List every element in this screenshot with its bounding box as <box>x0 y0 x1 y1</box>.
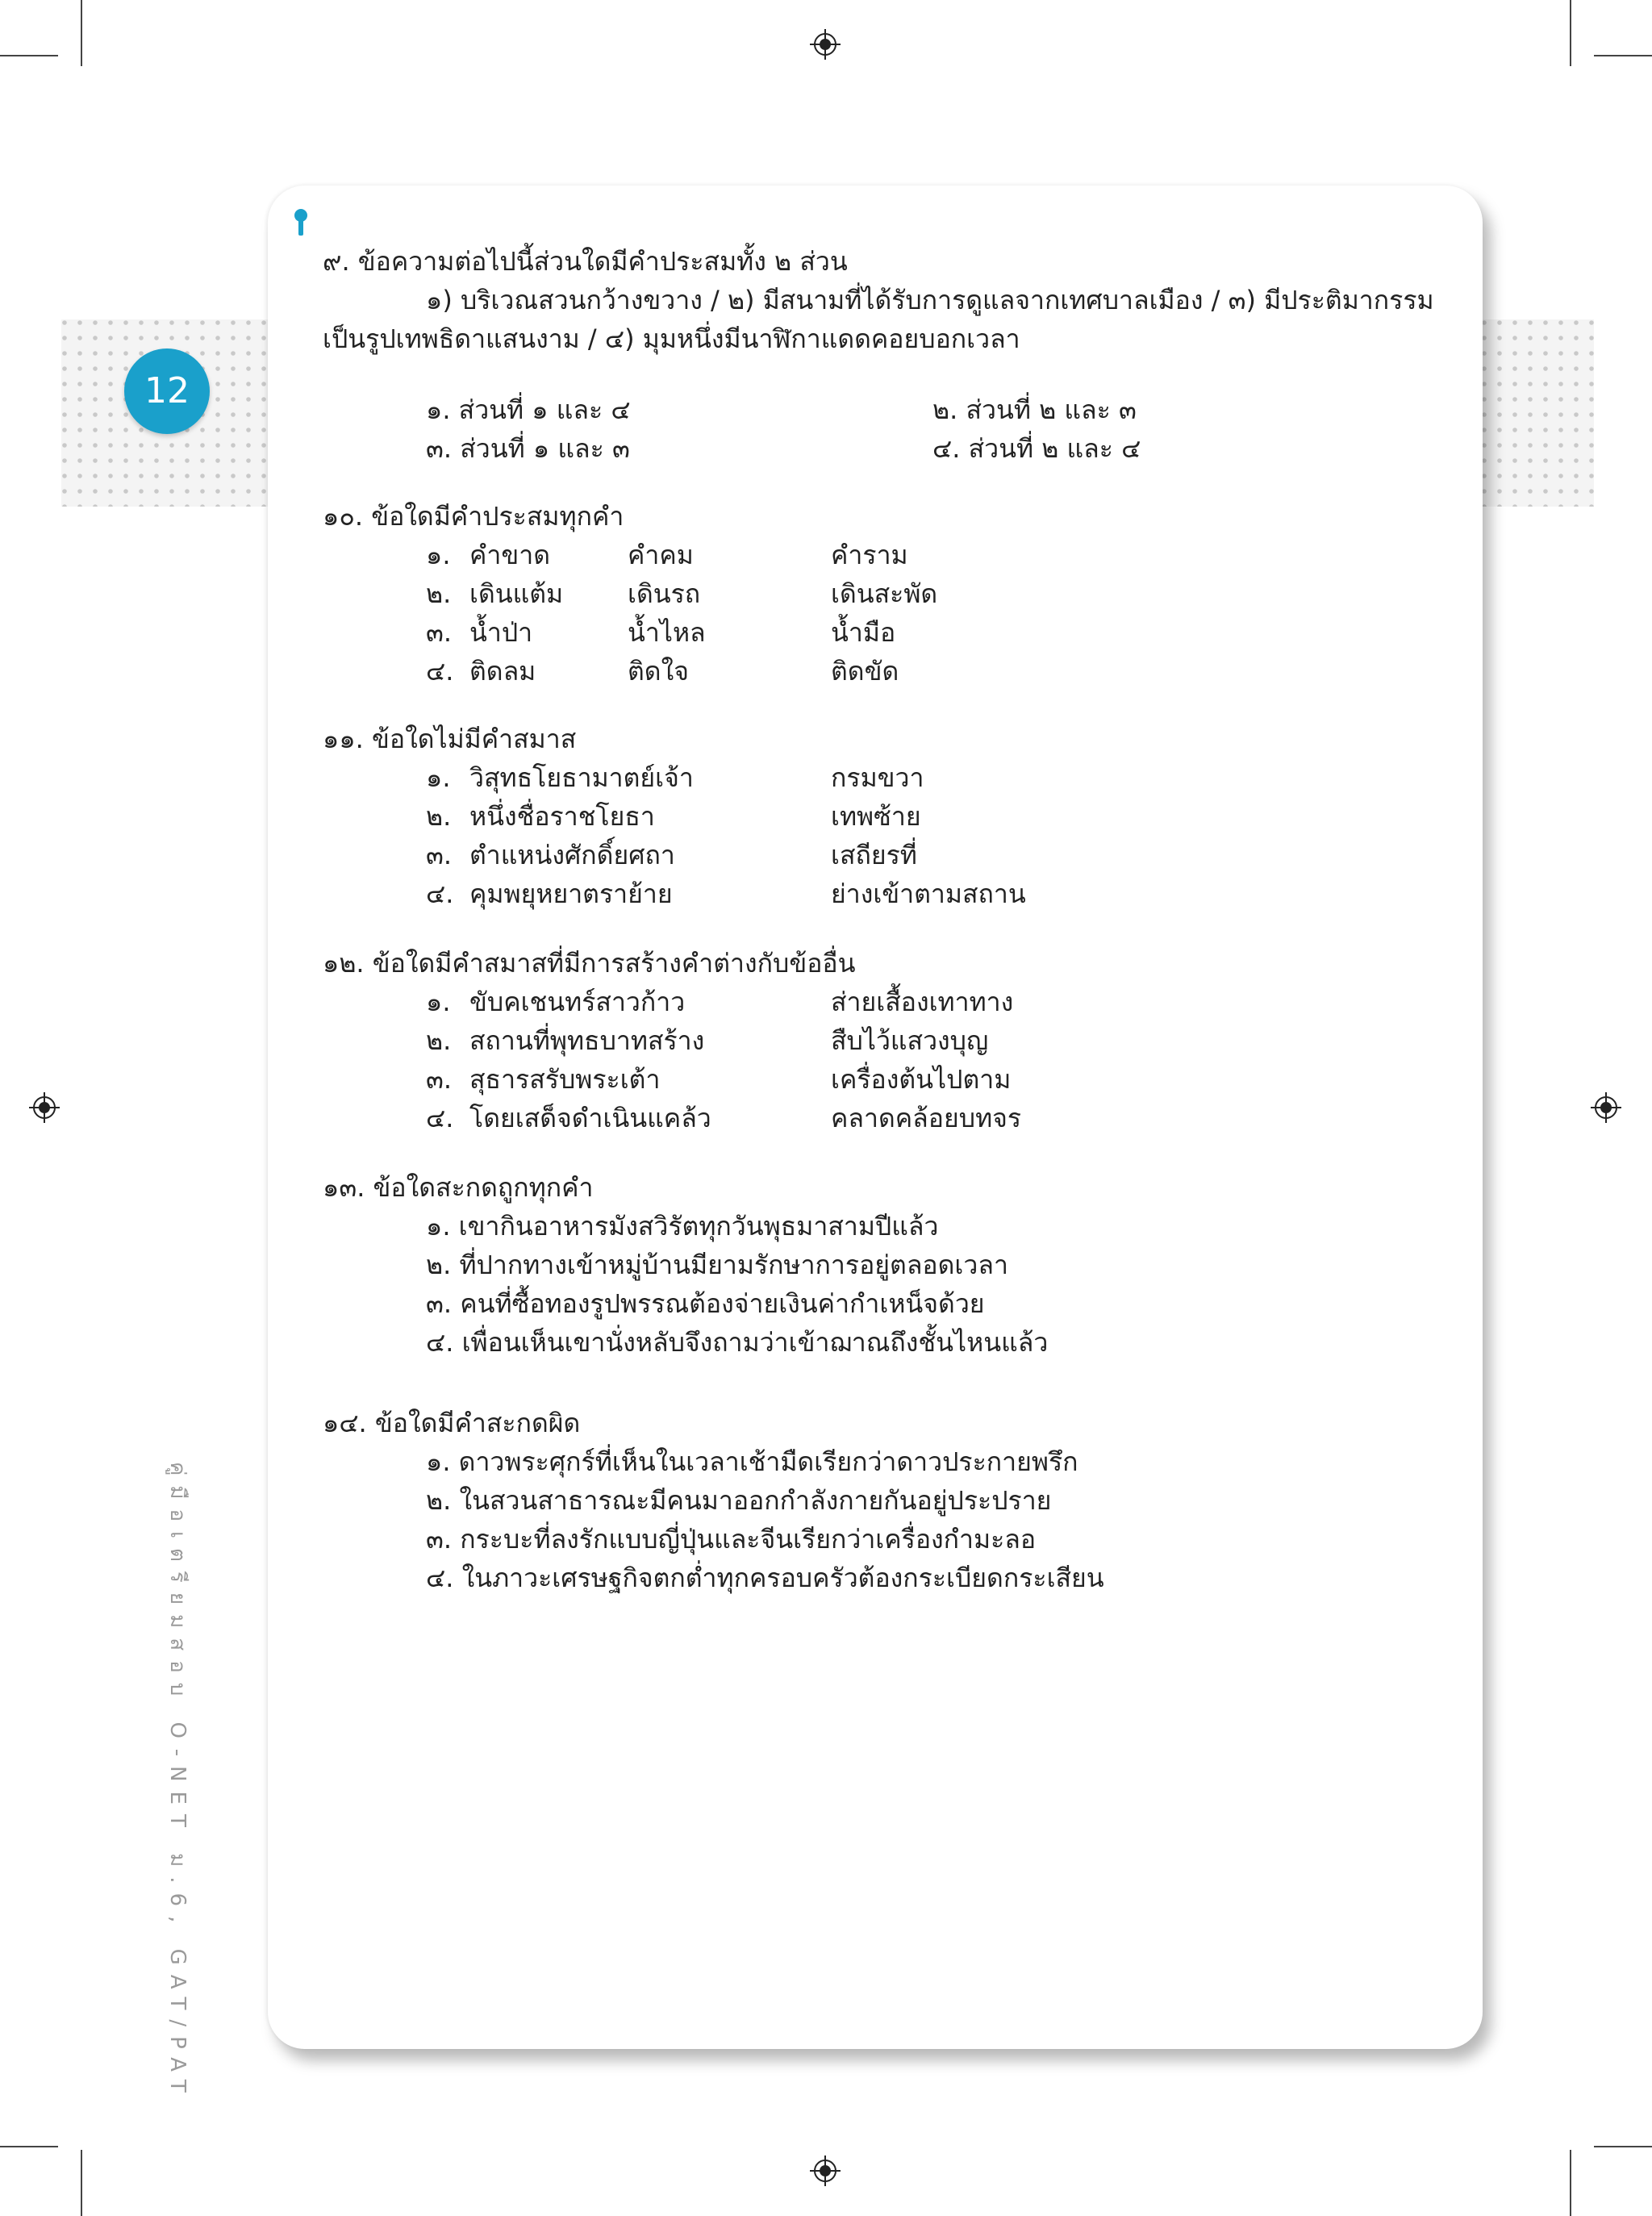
option-verse-a: สถานที่พุทธบาทสร้าง <box>469 1025 705 1056</box>
dot-pattern-right <box>1481 319 1594 507</box>
question-14-option[interactable]: ๓. กระบะที่ลงรักแบบญี่ปุ่นและจีนเรียกว่าเครื่องกำมะลอ <box>426 1524 1037 1555</box>
question-11-option[interactable] <box>323 874 1291 913</box>
option-number: ๒. <box>426 1025 452 1056</box>
option-number: ๓. <box>426 840 453 870</box>
option-verse-b: สืบไว้แสวงบุญ <box>831 1025 989 1056</box>
question-14-option[interactable]: ๒. ในสวนสาธารณะมีคนมาออกกำลังกายกันอยู่ประปราย <box>426 1485 1052 1516</box>
question-9-option[interactable]: ๔. ส่วนที่ ๒ และ ๔ <box>932 433 1141 464</box>
question-11-option[interactable] <box>323 797 1291 836</box>
option-verse-a: โดยเสด็จดำเนินแคล้ว <box>469 1103 711 1133</box>
question-14-option[interactable]: ๑. ดาวพระศุกร์ที่เห็นในเวลาเช้ามืดเรียกว่าดาวประกายพรึก <box>426 1446 1078 1477</box>
option-verse-b: ย่างเข้าตามสถาน <box>831 878 1026 909</box>
option-word: คำคม <box>628 540 694 570</box>
option-verse-a: คุมพยุหยาตราย้าย <box>469 878 673 909</box>
keyhole-icon <box>292 208 310 237</box>
crop-mark <box>0 55 58 56</box>
option-verse-b: กรมขวา <box>831 762 924 793</box>
question-11-title: ๑๑. ข้อใดไม่มีคำสมาส <box>323 724 577 754</box>
option-number: ๔. <box>426 1103 454 1133</box>
option-word: น้ำไหล <box>628 617 706 648</box>
option-verse-b: เทพซ้าย <box>831 801 921 832</box>
option-verse-b: ส่ายเสื้องเทาทาง <box>831 987 1014 1017</box>
option-verse-b: คลาดคล้อยบทจร <box>831 1103 1022 1133</box>
page-number-badge: 12 <box>124 348 210 434</box>
option-word: เดินแต้ม <box>469 578 564 609</box>
crop-mark <box>1594 55 1652 56</box>
question-9-passage: ๑) บริเวณสวนกว้างขวาง / ๒) มีสนามที่ได้รับการดูแลจากเทศบาลเมือง / ๓) มีประติมากรรม <box>426 285 1434 315</box>
question-10-title: ๑๐. ข้อใดมีคำประสมทุกคำ <box>323 501 624 532</box>
question-9-title: ๙. ข้อความต่อไปนี้ส่วนใดมีคำประสมทั้ง ๒ ส่วน <box>323 246 848 277</box>
option-number: ๓. <box>426 617 453 648</box>
option-number: ๑. <box>426 762 451 793</box>
option-word: ติดใจ <box>628 656 689 687</box>
crop-mark <box>1570 2150 1571 2216</box>
option-number: ๒. <box>426 801 452 832</box>
question-12-option[interactable] <box>323 983 1291 1021</box>
option-verse-a: ตำแหน่งศักดิ์ยศถา <box>469 840 675 870</box>
question-9-option[interactable]: ๓. ส่วนที่ ๑ และ ๓ <box>426 433 630 464</box>
registration-mark-icon <box>810 2155 841 2186</box>
registration-mark-icon <box>29 1092 60 1123</box>
question-10-option[interactable] <box>323 652 1291 691</box>
option-verse-b: เครื่องต้นไปตาม <box>831 1064 1012 1095</box>
question-13-title: ๑๓. ข้อใดสะกดถูกทุกคำ <box>323 1172 594 1203</box>
question-12-option[interactable] <box>323 1099 1291 1137</box>
option-word: คำราม <box>831 540 908 570</box>
option-verse-a: วิสุทธโยธามาตย์เจ้า <box>469 762 694 793</box>
option-verse-a: หนึ่งชื่อราชโยธา <box>469 801 655 832</box>
option-word: น้ำป่า <box>469 617 533 648</box>
question-12-title: ๑๒. ข้อใดมีคำสมาสที่มีการสร้างคำต่างกับข้ออื่น <box>323 948 856 979</box>
crop-mark <box>1570 0 1571 66</box>
question-10-option[interactable] <box>323 574 1291 613</box>
option-number: ๔. <box>426 656 454 687</box>
question-11-option[interactable] <box>323 758 1291 797</box>
question-13-option[interactable]: ๔. เพื่อนเห็นเขานั่งหลับจึงถามว่าเข้าฌาณถึงชั้นไหนแล้ว <box>426 1327 1049 1358</box>
question-13-option[interactable]: ๒. ที่ปากทางเข้าหมู่บ้านมียามรักษาการอยู่ตลอดเวลา <box>426 1250 1008 1280</box>
registration-mark-icon <box>810 29 841 60</box>
option-number: ๑. <box>426 987 451 1017</box>
option-word: คำขาด <box>469 540 550 570</box>
option-verse-a: ขับคเชนทร์สาวก้าว <box>469 987 686 1017</box>
question-9-option[interactable]: ๑. ส่วนที่ ๑ และ ๔ <box>426 394 631 425</box>
crop-mark <box>0 2146 58 2147</box>
option-word: น้ำมือ <box>831 617 896 648</box>
crop-mark <box>1594 2146 1652 2147</box>
crop-mark <box>81 2150 82 2216</box>
question-14-option[interactable]: ๔. ในภาวะเศรษฐกิจตกต่ำทุกครอบครัวต้องกระเบียดกระเสียน <box>426 1563 1104 1593</box>
option-word: ติดขัด <box>831 656 899 687</box>
question-14-title: ๑๔. ข้อใดมีคำสะกดผิด <box>323 1408 581 1438</box>
question-10-option[interactable] <box>323 613 1291 652</box>
option-number: ๓. <box>426 1064 453 1095</box>
question-9-passage: เป็นรูปเทพธิดาแสนงาม / ๔) มุมหนึ่งมีนาฬิกาแดดคอยบอกเวลา <box>323 323 1020 354</box>
option-number: ๔. <box>426 878 454 909</box>
option-verse-b: เสถียรที่ <box>831 840 917 870</box>
option-word: ติดลม <box>469 656 536 687</box>
registration-mark-icon <box>1591 1092 1621 1123</box>
question-13-option[interactable]: ๓. คนที่ซื้อทองรูปพรรณต้องจ่ายเงินค่ากำเหน็จด้วย <box>426 1288 985 1319</box>
question-10-option[interactable] <box>323 536 1291 574</box>
crop-mark <box>81 0 82 66</box>
question-12-option[interactable] <box>323 1021 1291 1060</box>
question-12-option[interactable] <box>323 1060 1291 1099</box>
book-title-vertical: คู่มือเตรียมสอบ O-NET ม.6, GAT/PAT <box>165 1462 190 2102</box>
question-13-option[interactable]: ๑. เขากินอาหารมังสวิรัตทุกวันพุธมาสามปีแล้ว <box>426 1211 939 1242</box>
option-word: เดินรถ <box>628 578 701 609</box>
question-11-option[interactable] <box>323 836 1291 874</box>
question-9-option[interactable]: ๒. ส่วนที่ ๒ และ ๓ <box>932 394 1137 425</box>
option-number: ๑. <box>426 540 451 570</box>
option-word: เดินสะพัด <box>831 578 938 609</box>
option-number: ๒. <box>426 578 452 609</box>
option-verse-a: สุธารสรับพระเต้า <box>469 1064 661 1095</box>
